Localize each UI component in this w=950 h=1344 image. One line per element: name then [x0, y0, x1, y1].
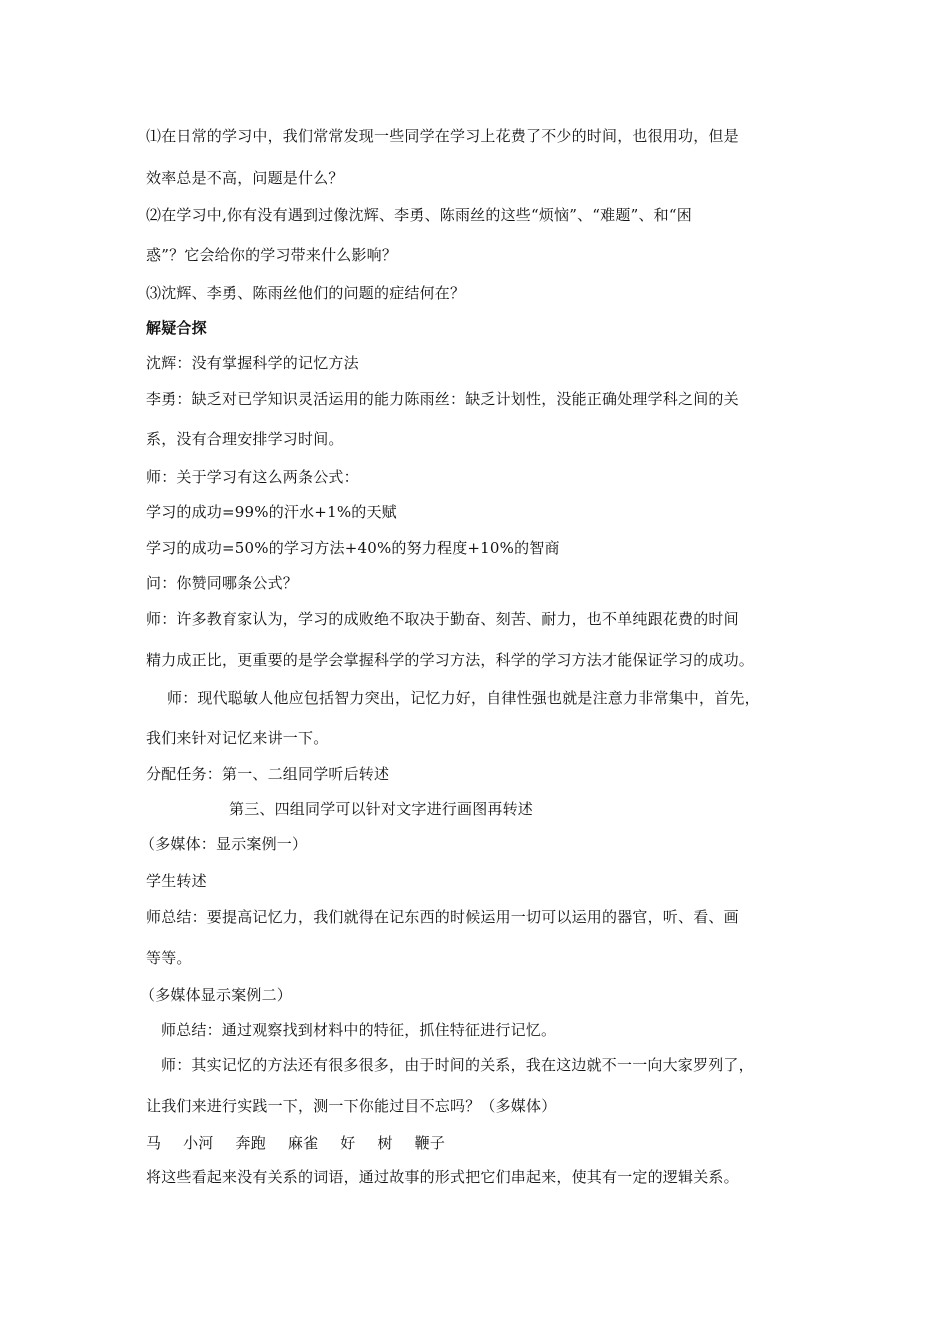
- word-item: 鞭子: [414, 1134, 446, 1152]
- teacher-formulas-intro: 师：关于学习有这么两条公式：: [146, 468, 359, 486]
- teacher-summary-1-line-1: 师总结：要提高记忆力，我们就得在记东西的时候运用一切可以运用的器官，听、看、画: [146, 908, 739, 926]
- liyong-answer-line-1: 李勇：缺乏对已学知识灵活运用的能力陈雨丝：缺乏计划性，没能正确处理学科之间的关: [146, 390, 739, 408]
- task-assignment: 分配任务：第一、二组同学听后转述: [146, 765, 390, 783]
- word-item: 奔跑: [235, 1134, 266, 1152]
- question-2-line-2: 惑”？它会给你的学习带来什么影响？: [146, 246, 398, 264]
- word-item: 麻雀: [287, 1134, 319, 1152]
- multimedia-case-2: （多媒体显示案例二）: [140, 986, 293, 1004]
- question-formula: 问：你赞同哪条公式？: [146, 574, 299, 592]
- teacher-paragraph-line-2: 精力成正比，更重要的是学会掌握科学的学习方法，科学的学习方法才能保证学习的成功。: [146, 651, 755, 669]
- question-1-line-2: 效率总是不高，问题是什么？: [146, 169, 344, 187]
- word-list: [146, 1133, 462, 1153]
- question-2-line-1: ⑵在学习中,你有没有遇到过像沈辉、李勇、陈雨丝的这些“烦恼”、“难题”、和“困: [146, 206, 692, 224]
- question-1-line-1: ⑴在日常的学习中，我们常常发现一些同学在学习上花费了不少的时间，也很用功，但是: [146, 127, 739, 145]
- shenhui-answer: 沈辉：没有掌握科学的记忆方法: [146, 354, 359, 372]
- teacher-summary-1-line-2: 等等。: [146, 949, 192, 967]
- story-instruction: 将这些看起来没有关系的词语，通过故事的形式把它们串起来，使其有一定的逻辑关系。: [146, 1168, 739, 1186]
- section-heading: 解疑合探: [146, 319, 207, 337]
- teacher-summary-2: 师总结：通过观察找到材料中的特征，抓住特征进行记忆。: [161, 1021, 557, 1039]
- liyong-answer-line-2: 系，没有合理安排学习时间。: [146, 430, 344, 448]
- question-3: ⑶沈辉、李勇、陈雨丝他们的问题的症结何在？: [146, 284, 466, 302]
- teacher-intelligence-line-2: 我们来针对记忆来讲一下。: [146, 729, 329, 747]
- multimedia-case-1: （多媒体：显示案例一）: [140, 835, 308, 853]
- word-item: 树: [377, 1134, 393, 1152]
- task-assignment-2: 第三、四组同学可以针对文字进行画图再转述: [229, 800, 534, 818]
- teacher-intelligence-line-1: 师：现代聪敏人他应包括智力突出，记忆力好，自律性强也就是注意力非常集中，首先，: [167, 689, 760, 707]
- teacher-practice-line-1: 师：其实记忆的方法还有很多很多，由于时间的关系，我在这边就不一一向大家罗列了，: [161, 1056, 754, 1074]
- teacher-paragraph-line-1: 师：许多教育家认为，学习的成败绝不取决于勤奋、刻苦、耐力，也不单纯跟花费的时间: [146, 610, 739, 628]
- word-item: 小河: [183, 1134, 214, 1152]
- student-retell: 学生转述: [146, 872, 207, 890]
- teacher-practice-line-2: 让我们来进行实践一下，测一下你能过目不忘吗？（多媒体）: [146, 1097, 557, 1115]
- word-item: 马: [146, 1134, 162, 1152]
- formula-2: 学习的成功=50%的学习方法+40%的努力程度+10%的智商: [146, 539, 560, 557]
- formula-1: 学习的成功=99%的汗水+1%的天赋: [146, 503, 397, 521]
- word-item: 好: [340, 1134, 356, 1152]
